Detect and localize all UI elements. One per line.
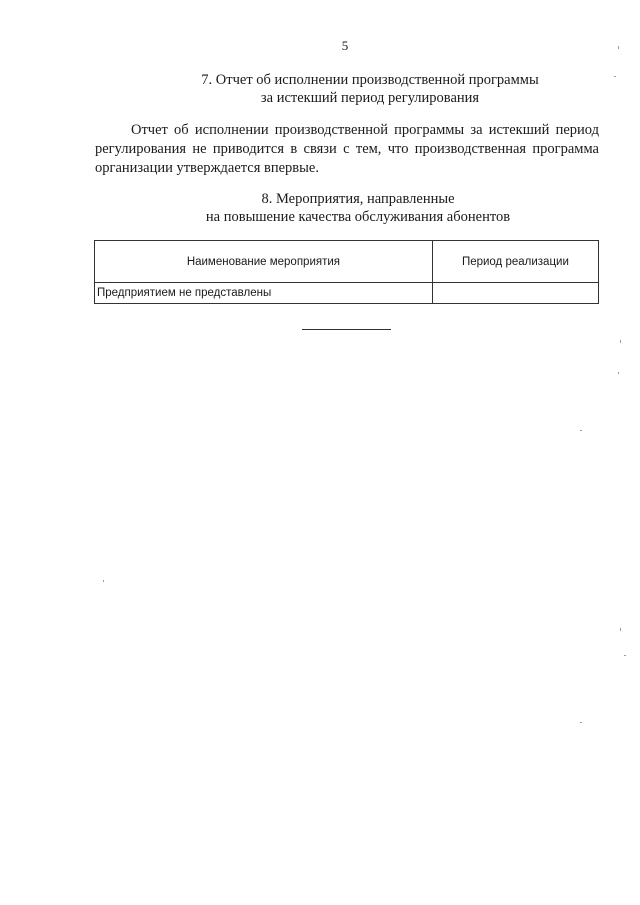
scan-speck xyxy=(580,430,582,431)
scan-speck xyxy=(620,628,621,631)
end-of-document-line xyxy=(302,329,391,330)
header-measure-name: Наименование мероприятия xyxy=(95,241,433,283)
page-number: 5 xyxy=(341,38,349,53)
section-7-heading-line-1: 7. Отчет об исполнении производственной программы xyxy=(201,72,539,88)
scan-speck xyxy=(624,655,626,656)
section-8-heading xyxy=(0,190,640,226)
section-8-heading-line-2: на повышение качества обслуживания абонентов xyxy=(205,209,511,225)
scan-speck xyxy=(618,372,619,374)
scan-speck xyxy=(580,722,582,723)
scan-speck xyxy=(620,340,621,343)
table-row xyxy=(95,283,599,304)
measures-table xyxy=(94,240,599,304)
header-implementation-period: Период реализации xyxy=(432,241,598,283)
scan-speck xyxy=(103,580,104,582)
scan-speck xyxy=(614,76,616,77)
section-7-heading-line-2: за истекший период регулирования xyxy=(260,90,480,106)
section-8-heading-line-1: 8. Мероприятия, направленные xyxy=(261,191,455,207)
cell-measure-name: Предприятием не представлены xyxy=(95,283,433,304)
section-7-paragraph: Отчет об исполнении производственной программы за истекший период регулирования не приводится в связи с тем, что производственная программа организации утверждается впервые. xyxy=(95,122,599,176)
cell-implementation-period xyxy=(432,283,598,304)
scan-speck xyxy=(618,46,619,49)
table-header-row xyxy=(95,241,599,283)
section-7-heading xyxy=(0,71,640,107)
